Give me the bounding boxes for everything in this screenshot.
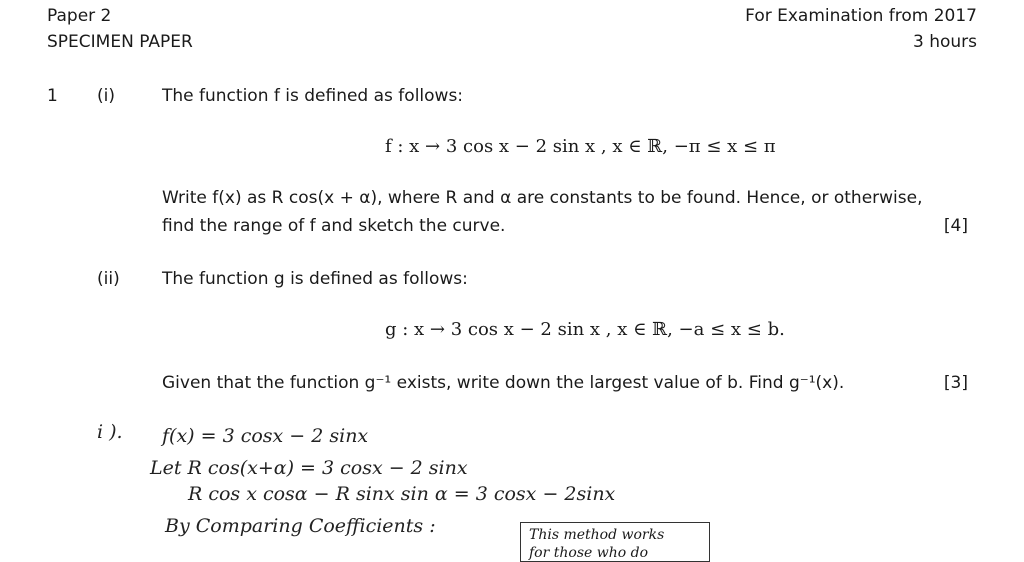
handwritten-line-4: By Comparing Coefficients : xyxy=(165,515,436,537)
duration-label: 3 hours xyxy=(912,32,977,52)
part-i-marks: [4] xyxy=(943,216,968,236)
part-ii-intro: The function g is defined as follows: xyxy=(162,269,468,289)
paper-label: Paper 2 xyxy=(47,6,112,26)
handwritten-note-box xyxy=(520,522,710,562)
part-ii-label: (ii) xyxy=(97,269,120,289)
part-ii-task: Given that the function g⁻¹ exists, write down the largest value of b. Find g⁻¹(x). xyxy=(162,373,845,393)
part-i-intro: The function f is defined as follows: xyxy=(162,86,464,106)
part-i-task-line1: Write f(x) as R cos(x + α), where R and α are constants to be found. Hence, or otherwise, xyxy=(162,188,923,208)
handwritten-part-label: i ). xyxy=(97,421,123,443)
handwritten-line-3: R cos x cosα − R sinx sin α = 3 cosx − 2sinx xyxy=(188,483,616,505)
handwritten-line-2: Let R cos(x+α) = 3 cosx − 2 sinx xyxy=(150,457,468,479)
part-ii-definition: g : x → 3 cos x − 2 sin x , x ∈ ℝ, −a ≤ x ≤ b. xyxy=(385,319,785,340)
specimen-label: SPECIMEN PAPER xyxy=(47,32,193,52)
note-line-2: for those who do xyxy=(529,545,649,561)
part-i-label: (i) xyxy=(97,86,115,106)
part-i-task-line2: find the range of f and sketch the curve. xyxy=(162,216,506,236)
note-line-1: This method works xyxy=(529,527,665,543)
handwritten-line-1: f(x) = 3 cosx − 2 sinx xyxy=(162,425,369,447)
question-number: 1 xyxy=(47,86,58,106)
part-ii-marks: [3] xyxy=(943,373,968,393)
exam-year-label: For Examination from 2017 xyxy=(745,6,977,26)
part-i-definition: f : x → 3 cos x − 2 sin x , x ∈ ℝ, −π ≤ x ≤ π xyxy=(385,136,776,157)
